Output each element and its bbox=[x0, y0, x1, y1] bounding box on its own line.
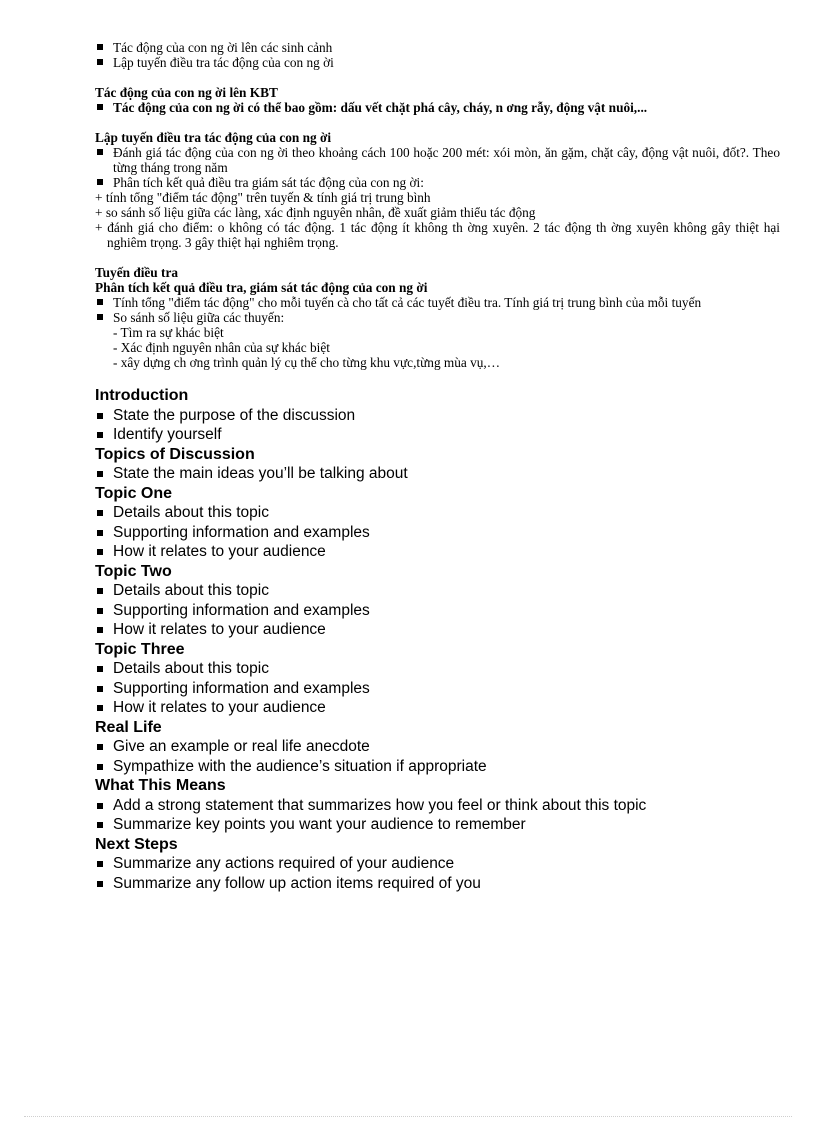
list-item: - Xác định nguyên nhân của sự khác biệt bbox=[113, 340, 330, 355]
section-heading: Tác động của con ng ời lên KBT bbox=[95, 85, 278, 100]
section-heading-topic-two: Topic Two bbox=[95, 562, 172, 580]
list-item: How it relates to your audience bbox=[95, 698, 780, 718]
vietnamese-section bbox=[95, 40, 780, 370]
list-item: + so sánh số liệu giữa các làng, xác định nguyên nhân, đề xuất giảm thiểu tác động bbox=[95, 205, 536, 220]
list-item: Đánh giá tác động của con ng ời theo khoảng cách 100 hoặc 200 mét: xói mòn, ăn gặm, chặt cây, động vật nuôi, đốt?. Theo từng tháng trong năm bbox=[95, 145, 780, 175]
section-heading: Tuyến điều tra bbox=[95, 265, 179, 280]
list-item: Details about this topic bbox=[95, 659, 780, 679]
list-item: Supporting information and examples bbox=[95, 679, 780, 699]
list-item: How it relates to your audience bbox=[95, 542, 780, 562]
section-heading: Lập tuyến điều tra tác động của con ng ời bbox=[95, 130, 332, 145]
section-heading-real-life: Real Life bbox=[95, 718, 162, 736]
list-item: Supporting information and examples bbox=[95, 601, 780, 621]
list-item: Supporting information and examples bbox=[95, 523, 780, 543]
section-heading-introduction: Introduction bbox=[95, 387, 189, 404]
list-item: - Tìm ra sự khác biệt bbox=[113, 325, 224, 340]
list-item: + đánh giá cho điểm: o không có tác động. 1 tác động ít không th ờng xuyên. 2 tác động th ờng xuyên không gây thiệt hại nghiêm trọng. 3 gây thiệt hại nghiêm trọng. bbox=[95, 220, 780, 250]
list-item: Tác động của con ng ời có thể bao gồm: dấu vết chặt phá cây, cháy, n ơng rẫy, động vật nuôi,... bbox=[95, 100, 780, 115]
list-item: State the main ideas you’ll be talking about bbox=[95, 464, 780, 484]
section-heading-topic-one: Topic One bbox=[95, 484, 173, 502]
list-item: Tính tổng "điểm tác động" cho mỗi tuyến cà cho tất cả các tuyết điều tra. Tính giá trị trung bình của mỗi tuyến bbox=[95, 295, 780, 310]
section-heading-topics: Topics of Discussion bbox=[95, 445, 255, 463]
list-item: How it relates to your audience bbox=[95, 620, 780, 640]
list-item: Details about this topic bbox=[95, 503, 780, 523]
list-item: Sympathize with the audience’s situation if appropriate bbox=[95, 757, 780, 777]
section-heading-topic-three: Topic Three bbox=[95, 640, 185, 658]
section-heading-what-this-means: What This Means bbox=[95, 777, 226, 794]
list-item: Details about this topic bbox=[95, 581, 780, 601]
section-heading-next-steps: Next Steps bbox=[95, 835, 178, 853]
list-item: Summarize any actions required of your audience bbox=[95, 854, 780, 874]
document-page bbox=[95, 40, 780, 893]
section-heading: Phân tích kết quả điều tra, giám sát tác động của con ng ời bbox=[95, 280, 428, 295]
list-item: Tác động của con ng ời lên các sinh cảnh bbox=[95, 40, 780, 55]
list-item: Summarize key points you want your audience to remember bbox=[95, 815, 780, 835]
english-outline bbox=[95, 386, 780, 893]
list-item: Identify yourself bbox=[95, 425, 780, 445]
list-item: Give an example or real life anecdote bbox=[95, 737, 780, 757]
list-item: Summarize any follow up action items required of you bbox=[95, 874, 780, 894]
list-item: + tính tổng "điểm tác động" trên tuyến & tính giá trị trung bình bbox=[95, 190, 431, 205]
list-item: - xây dựng ch ơng trình quản lý cụ thể cho từng khu vực,từng mùa vụ,… bbox=[113, 355, 501, 370]
list-item: So sánh số liệu giữa các thuyến: bbox=[95, 310, 780, 325]
list-item: Phân tích kết quả điều tra giám sát tác động của con ng ời: bbox=[95, 175, 780, 190]
list-item: State the purpose of the discussion bbox=[95, 406, 780, 426]
page-bottom-divider bbox=[24, 1116, 792, 1117]
list-item: Add a strong statement that summarizes how you feel or think about this topic bbox=[95, 796, 780, 816]
list-item: Lập tuyến điều tra tác động của con ng ời bbox=[95, 55, 780, 70]
